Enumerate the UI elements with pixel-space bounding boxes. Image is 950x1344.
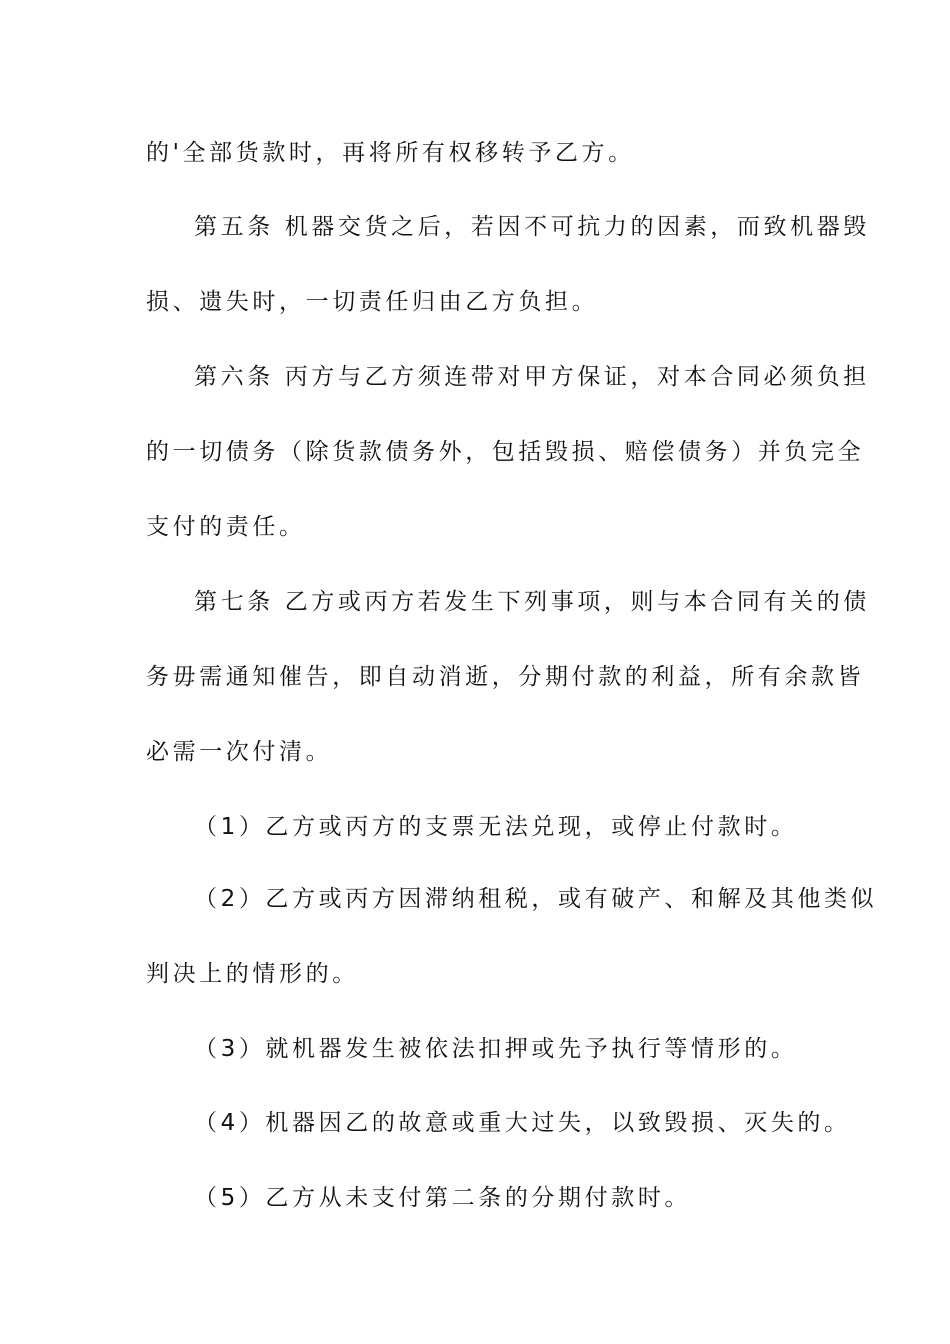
list-item-1: （1）乙方或丙方的支票无法兑现，或停止付款时。 xyxy=(194,814,798,840)
article-6-heading-line: 第六条 丙方与乙方须连带对甲方保证，对本合同必须负担 xyxy=(194,364,870,390)
list-item-5: （5）乙方从未支付第二条的分期付款时。 xyxy=(194,1185,692,1211)
text-line: 必需一次付清。 xyxy=(146,739,333,765)
list-item-3: （3）就机器发生被依法扣押或先予执行等情形的。 xyxy=(194,1036,798,1062)
article-5-heading-line: 第五条 机器交货之后，若因不可抗力的因素，而致机器毁 xyxy=(194,214,870,240)
text-line: 损、遗失时，一切责任归由乙方负担。 xyxy=(146,289,599,315)
article-7-heading-line: 第七条 乙方或丙方若发生下列事项，则与本合同有关的债 xyxy=(194,589,870,615)
text-line: 支付的责任。 xyxy=(146,514,306,540)
text-line: 判决上的情形的。 xyxy=(146,961,359,987)
text-line: 务毋需通知催告，即自动消逝，分期付款的利益，所有余款皆 xyxy=(146,664,865,690)
list-item-4: （4）机器因乙的故意或重大过失，以致毁损、灭失的。 xyxy=(194,1110,851,1136)
text-line: 的'全部货款时，再将所有权移转予乙方。 xyxy=(146,140,635,166)
list-item-2: （2）乙方或丙方因滞纳租税，或有破产、和解及其他类似 xyxy=(194,886,878,912)
text-line: 的一切债务（除货款债务外，包括毁损、赔偿债务）并负完全 xyxy=(146,439,865,465)
